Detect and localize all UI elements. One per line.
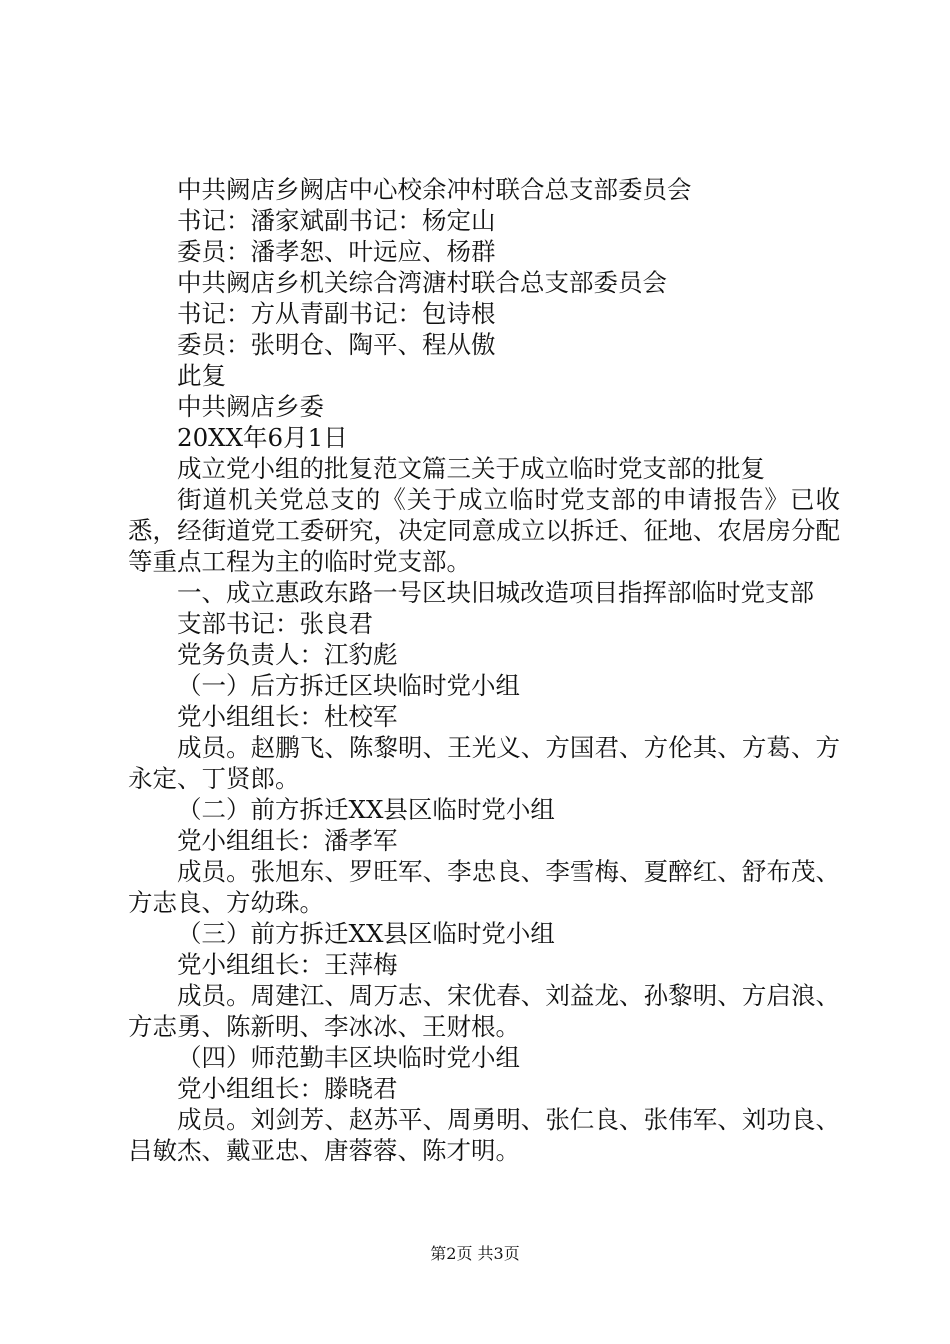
group-title-3: （三）前方拆迁XX县区临时党小组 <box>177 919 555 948</box>
members-line-1: 委员：潘孝恕、叶远应、杨群 <box>177 237 496 266</box>
issue-date: 20XX年6月1日 <box>177 423 348 452</box>
group-title-1: （一）后方拆迁区块临时党小组 <box>177 671 520 700</box>
secretary-line-2: 书记：方从青副书记：包诗根 <box>177 299 496 328</box>
secretary-line-1: 书记：潘家斌副书记：杨定山 <box>177 206 496 235</box>
group-members-2: 成员。张旭东、罗旺军、李忠良、李雪梅、夏醉红、舒布茂、方志良、方幼珠。 <box>128 857 840 917</box>
members-line-2: 委员：张明仓、陶平、程从傲 <box>177 330 496 359</box>
branch-secretary: 支部书记：张良君 <box>177 609 373 638</box>
group-leader-2: 党小组组长：潘孝军 <box>177 826 398 855</box>
group-leader-1: 党小组组长：杜校军 <box>177 702 398 731</box>
group-title-2: （二）前方拆迁XX县区临时党小组 <box>177 795 555 824</box>
party-affairs-head: 党务负责人：江豹彪 <box>177 640 398 669</box>
group-leader-3: 党小组组长：王萍梅 <box>177 950 398 979</box>
document-body <box>128 174 840 1166</box>
reply-closing: 此复 <box>177 361 226 390</box>
section-heading: 成立党小组的批复范文篇三关于成立临时党支部的批复 <box>177 454 765 483</box>
group-members-3: 成员。周建江、周万志、宋优春、刘益龙、孙黎明、方启浪、方志勇、陈新明、李冰冰、王财根。 <box>128 981 840 1041</box>
group-members-4: 成员。刘剑芳、赵苏平、周勇明、张仁良、张伟军、刘功良、吕敏杰、戴亚忠、唐蓉蓉、陈才明。 <box>128 1105 840 1165</box>
issuer-name: 中共阙店乡委 <box>177 392 324 421</box>
committee-heading-1: 中共阙店乡阙店中心校余冲村联合总支部委员会 <box>177 175 692 204</box>
group-leader-4: 党小组组长：滕晓君 <box>177 1074 398 1103</box>
section-one-title: 一、成立惠政东路一号区块旧城改造项目指挥部临时党支部 <box>177 578 814 607</box>
intro-paragraph: 街道机关党总支的《关于成立临时党支部的申请报告》已收悉，经街道党工委研究，决定同意成立以拆迁、征地、农居房分配等重点工程为主的临时党支部。 <box>128 485 840 576</box>
group-members-1: 成员。赵鹏飞、陈黎明、王光义、方国君、方伦其、方葛、方永定、丁贤郎。 <box>128 733 840 793</box>
page-indicator: 第2页 共3页 <box>430 1244 520 1263</box>
committee-heading-2: 中共阙店乡机关综合湾溏村联合总支部委员会 <box>177 268 667 297</box>
group-title-4: （四）师范勤丰区块临时党小组 <box>177 1043 520 1072</box>
